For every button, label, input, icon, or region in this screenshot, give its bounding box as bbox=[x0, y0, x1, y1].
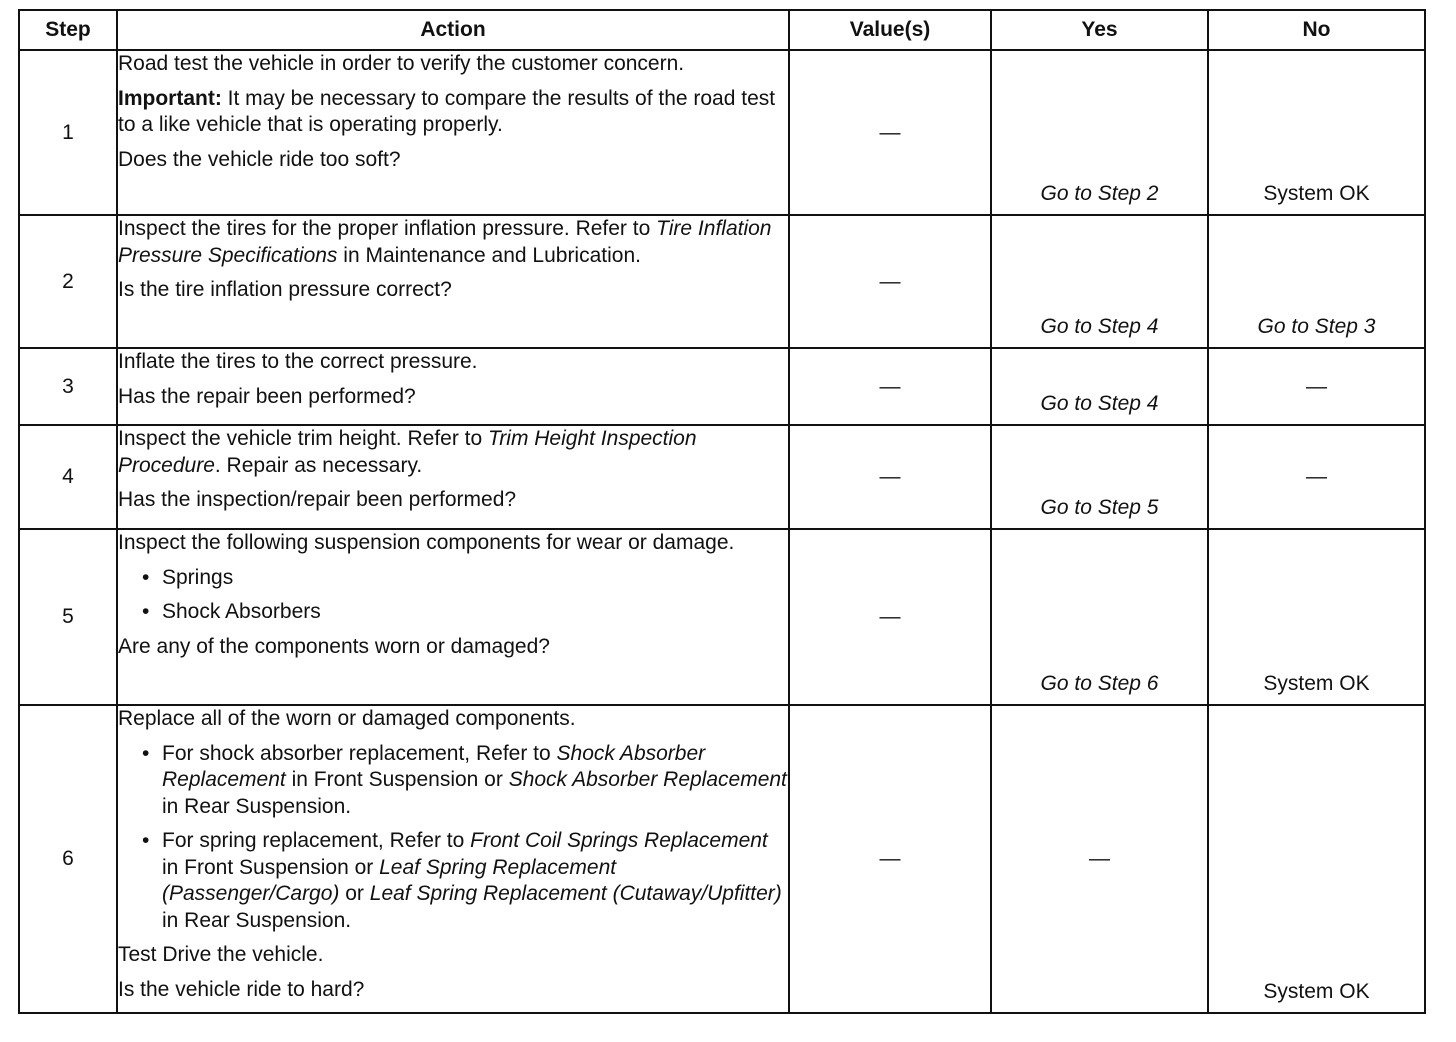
yes-cell bbox=[991, 215, 1208, 348]
no-goto: Go to Step 3 bbox=[1257, 315, 1376, 338]
step-number: 2 bbox=[19, 215, 117, 348]
action-text-part: in Maintenance and Lubrication. bbox=[337, 243, 641, 267]
action-text: Road test the vehicle in order to verify the customer concern. bbox=[118, 52, 685, 75]
list-item bbox=[162, 741, 788, 821]
action-text: Inflate the tires to the correct pressure. bbox=[118, 350, 478, 373]
action-cell bbox=[117, 215, 789, 348]
table-row-step-1 bbox=[19, 50, 1425, 215]
header-no: No bbox=[1208, 10, 1425, 50]
table-row-step-4 bbox=[19, 425, 1425, 529]
no-cell bbox=[1208, 215, 1425, 348]
list-text-part: in Rear Suspension. bbox=[162, 908, 352, 932]
no-cell: System OK bbox=[1208, 50, 1425, 215]
list-text-part: in Rear Suspension. bbox=[162, 794, 352, 818]
step-number: 6 bbox=[19, 705, 117, 1013]
reference-link: Leaf Spring Replacement (Cutaway/Upfitter) bbox=[369, 882, 782, 905]
action-text-part: Inspect the vehicle trim height. Refer to bbox=[118, 427, 489, 450]
important-text: It may be necessary to compare the results of the road test to a like vehicle that is operating properly. bbox=[118, 86, 776, 136]
step-number: 1 bbox=[19, 50, 117, 215]
action-text bbox=[118, 426, 788, 479]
action-question: Has the inspection/repair been performed? bbox=[118, 488, 517, 511]
action-question: Has the repair been performed? bbox=[118, 384, 416, 408]
reference-link: Leaf Spring Replacement (Passenger/Cargo) bbox=[162, 855, 617, 905]
action-cell bbox=[117, 705, 789, 1013]
yes-cell: — bbox=[991, 705, 1208, 1013]
no-cell: System OK bbox=[1208, 529, 1425, 705]
list-item: • Springs bbox=[162, 565, 788, 592]
component-list bbox=[118, 565, 788, 626]
yes-cell bbox=[991, 529, 1208, 705]
step-number: 5 bbox=[19, 529, 117, 705]
value-cell: — bbox=[789, 705, 991, 1013]
header-values: Value(s) bbox=[789, 10, 991, 50]
yes-cell bbox=[991, 50, 1208, 215]
reference-link: Shock Absorber Replacement bbox=[508, 768, 787, 791]
value-cell: — bbox=[789, 529, 991, 705]
replacement-list bbox=[118, 741, 788, 935]
header-step: Step bbox=[19, 10, 117, 50]
value-cell: — bbox=[789, 425, 991, 529]
table-row-step-5 bbox=[19, 529, 1425, 705]
step-number: 3 bbox=[19, 348, 117, 425]
reference-link: Trim Height Inspection Procedure bbox=[118, 427, 697, 477]
list-text-part: in Front Suspension or bbox=[285, 768, 509, 791]
table-row-step-2 bbox=[19, 215, 1425, 348]
value-cell: — bbox=[789, 348, 991, 425]
yes-cell bbox=[991, 425, 1208, 529]
no-cell: — bbox=[1208, 348, 1425, 425]
reference-link: Shock Absorber Replacement bbox=[162, 741, 706, 791]
value-cell: — bbox=[789, 215, 991, 348]
action-question: Is the vehicle ride to hard? bbox=[118, 977, 365, 1001]
action-cell bbox=[117, 425, 789, 529]
no-cell: — bbox=[1208, 425, 1425, 529]
list-text-part: For shock absorber replacement, Refer to bbox=[162, 741, 557, 765]
value-cell: — bbox=[789, 50, 991, 215]
action-text: Inspect the following suspension components for wear or damage. bbox=[118, 531, 735, 554]
list-text-part: in Front Suspension or bbox=[162, 855, 380, 879]
important-note bbox=[118, 86, 788, 139]
yes-goto: Go to Step 6 bbox=[1040, 672, 1159, 695]
reference-link: Front Coil Springs Replacement bbox=[470, 829, 768, 852]
no-cell: System OK bbox=[1208, 705, 1425, 1013]
action-cell bbox=[117, 529, 789, 705]
action-question: Is the tire inflation pressure correct? bbox=[118, 278, 452, 301]
list-text-part: or bbox=[339, 882, 370, 905]
list-item bbox=[162, 828, 788, 934]
important-label: Important: bbox=[118, 86, 222, 110]
action-question: Does the vehicle ride too soft? bbox=[118, 147, 401, 171]
yes-goto: Go to Step 5 bbox=[1040, 496, 1159, 519]
step-number: 4 bbox=[19, 425, 117, 529]
action-cell bbox=[117, 50, 789, 215]
table-row-step-3 bbox=[19, 348, 1425, 425]
action-text: Replace all of the worn or damaged components. bbox=[118, 707, 576, 730]
yes-goto: Go to Step 2 bbox=[1040, 182, 1159, 205]
header-row bbox=[19, 10, 1425, 50]
action-question: Are any of the components worn or damaged? bbox=[118, 634, 550, 658]
list-item: • Shock Absorbers bbox=[162, 599, 788, 626]
list-text-part: For spring replacement, Refer to bbox=[162, 829, 471, 852]
action-text: Test Drive the vehicle. bbox=[118, 943, 324, 966]
yes-goto: Go to Step 4 bbox=[1040, 315, 1159, 338]
action-cell bbox=[117, 348, 789, 425]
action-text-part: Inspect the tires for the proper inflation pressure. Refer to bbox=[118, 217, 657, 240]
header-yes: Yes bbox=[991, 10, 1208, 50]
yes-goto: Go to Step 4 bbox=[1040, 392, 1159, 415]
action-text-part: . Repair as necessary. bbox=[214, 453, 423, 477]
diagnostic-table bbox=[18, 9, 1426, 1014]
yes-cell bbox=[991, 348, 1208, 425]
action-text bbox=[118, 216, 788, 269]
reference-link: Tire Inflation Pressure Specifications bbox=[118, 217, 772, 267]
header-action: Action bbox=[117, 10, 789, 50]
table-row-step-6 bbox=[19, 705, 1425, 1013]
